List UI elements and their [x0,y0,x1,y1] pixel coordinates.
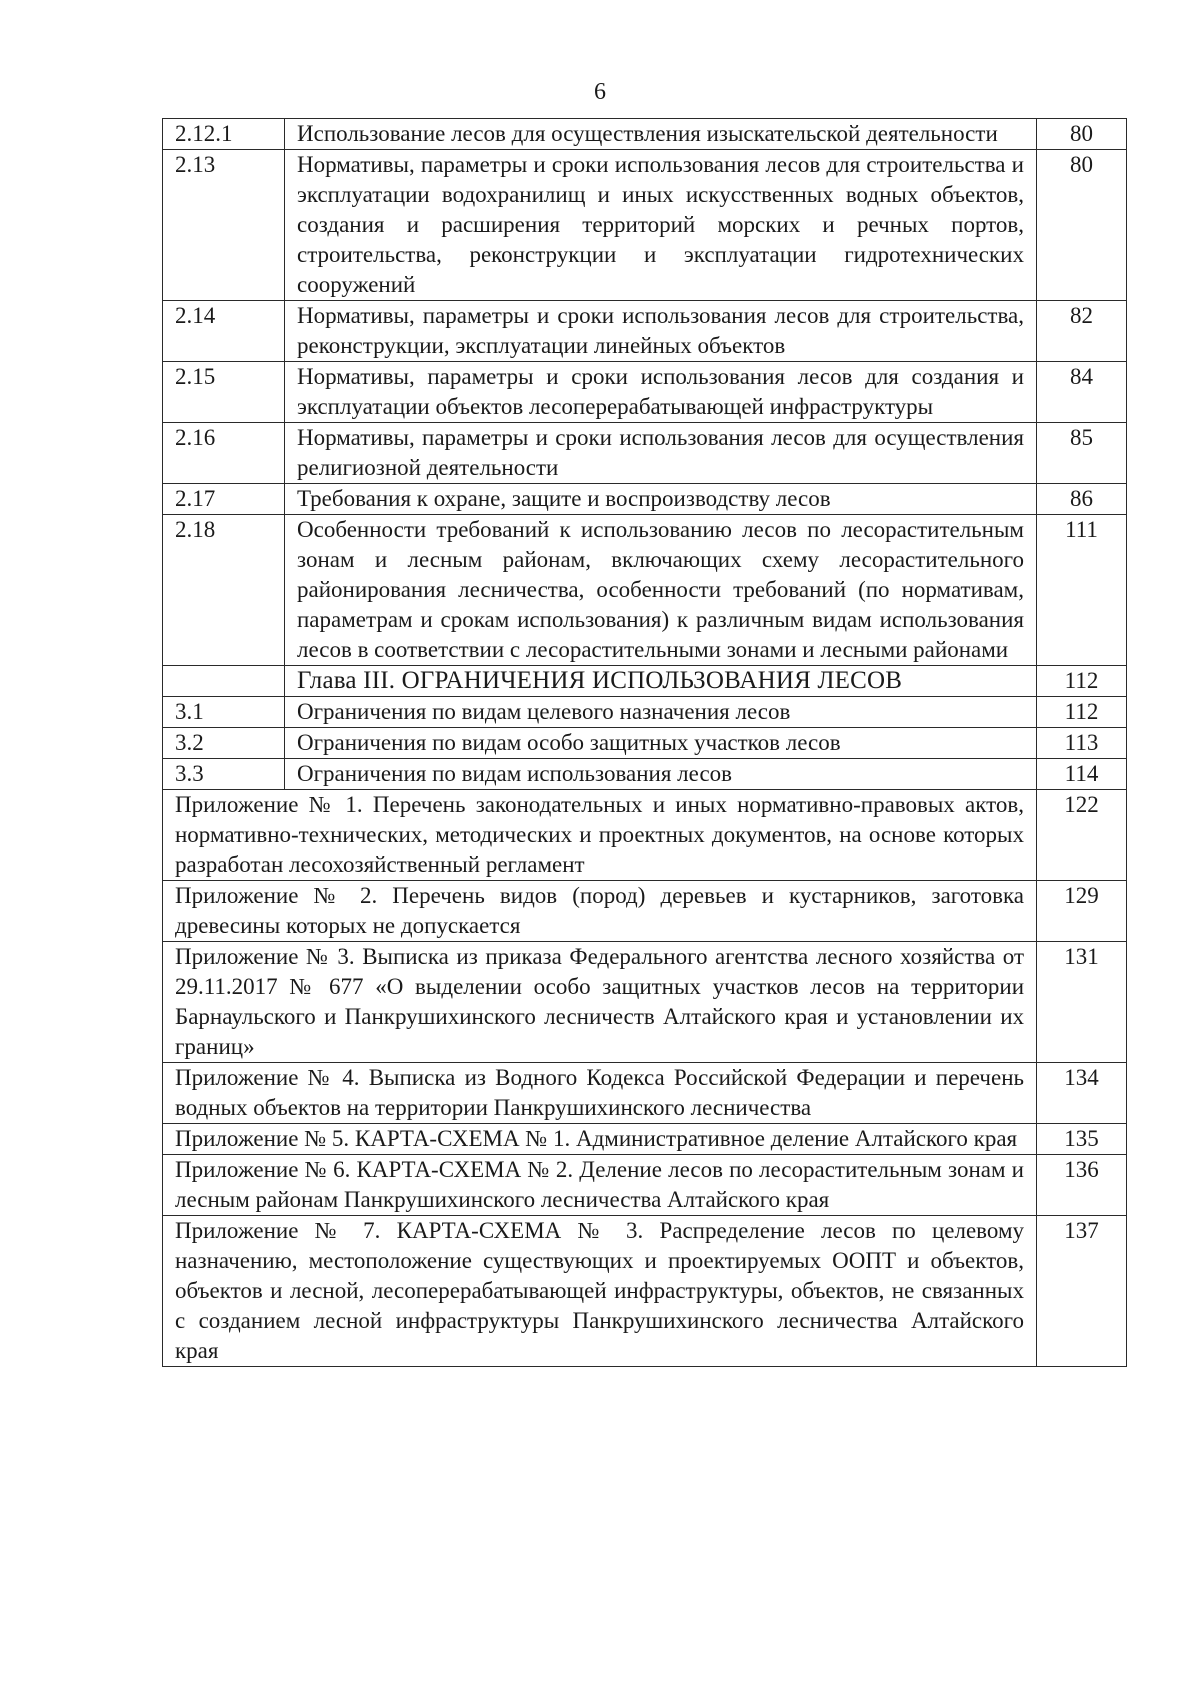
toc-appendix-row [163,881,1127,942]
section-title: Ограничения по видам особо защитных участков лесов [285,728,1037,759]
toc-row [163,697,1127,728]
toc-appendix-row [163,1124,1127,1155]
page-ref: 84 [1037,362,1127,423]
appendix-title: Приложение № 7. КАРТА-СХЕМА № 3. Распределение лесов по целевому назначению, местоположение существующих и проектируемых ООПТ и объектов, объектов и лесной, лесоперерабатывающей инфраструктуры, объектов, не связанных с созданием лесной инфраструктуры Панкрушихинского лесничества Алтайского края [163,1216,1037,1367]
section-number: 2.18 [163,515,285,666]
section-title: Требования к охране, защите и воспроизводству лесов [285,484,1037,515]
toc-chapter-row [163,666,1127,697]
toc-appendix-row [163,1155,1127,1216]
toc-row [163,759,1127,790]
section-number: 2.14 [163,301,285,362]
section-title: Ограничения по видам целевого назначения лесов [285,697,1037,728]
section-number: 2.13 [163,150,285,301]
section-number: 3.2 [163,728,285,759]
section-number [163,666,285,697]
toc-appendix-row [163,1216,1127,1367]
section-title: Особенности требований к использованию лесов по лесорастительным зонам и лесным районам, включающих схему лесорастительного районирования лесничества, особенности требований (по нормативам, параметрам и срокам использования) к различным видам использования лесов в соответствии с лесорастительными зонами и лесными районами [285,515,1037,666]
toc-body [163,119,1127,1367]
section-title: Нормативы, параметры и сроки использования лесов для создания и эксплуатации объектов лесоперерабатывающей инфраструктуры [285,362,1037,423]
page-ref: 112 [1037,697,1127,728]
toc-row [163,119,1127,150]
page-ref: 80 [1037,119,1127,150]
page-ref: 129 [1037,881,1127,942]
page-ref: 80 [1037,150,1127,301]
section-title: Нормативы, параметры и сроки использования лесов для строительства и эксплуатации водохранилищ и иных искусственных водных объектов, создания и расширения территорий морских и речных портов, строительства, реконструкции и эксплуатации гидротехнических сооружений [285,150,1037,301]
page-ref: 82 [1037,301,1127,362]
appendix-title: Приложение № 4. Выписка из Водного Кодекса Российской Федерации и перечень водных объектов на территории Панкрушихинского лесничества [163,1063,1037,1124]
toc-row [163,150,1127,301]
page-ref: 135 [1037,1124,1127,1155]
section-title: Использование лесов для осуществления изыскательской деятельности [285,119,1037,150]
page-ref: 131 [1037,942,1127,1063]
appendix-title: Приложение № 6. КАРТА-СХЕМА № 2. Деление лесов по лесорастительным зонам и лесным районам Панкрушихинского лесничества Алтайского края [163,1155,1037,1216]
appendix-title: Приложение № 5. КАРТА-СХЕМА № 1. Административное деление Алтайского края [163,1124,1037,1155]
section-number: 2.12.1 [163,119,285,150]
table-of-contents [162,118,1127,1367]
page-ref: 137 [1037,1216,1127,1367]
page-ref: 136 [1037,1155,1127,1216]
section-title: Нормативы, параметры и сроки использования лесов для осуществления религиозной деятельности [285,423,1037,484]
page-number: 6 [594,79,606,105]
page-ref: 113 [1037,728,1127,759]
page-ref: 85 [1037,423,1127,484]
toc-row [163,301,1127,362]
appendix-title: Приложение № 2. Перечень видов (пород) деревьев и кустарников, заготовка древесины которых не допускается [163,881,1037,942]
section-number: 2.17 [163,484,285,515]
page-ref: 112 [1037,666,1127,697]
section-number: 2.15 [163,362,285,423]
appendix-title: Приложение № 1. Перечень законодательных и иных нормативно-правовых актов, нормативно-технических, методических и проектных документов, на основе которых разработан лесохозяйственный регламент [163,790,1037,881]
appendix-title: Приложение № 3. Выписка из приказа Федерального агентства лесного хозяйства от 29.11.2017 № 677 «О выделении особо защитных участков лесов на территории Барнаульского и Панкрушихинского лесничеств Алтайского края и установлении их границ» [163,942,1037,1063]
section-title: Нормативы, параметры и сроки использования лесов для строительства, реконструкции, эксплуатации линейных объектов [285,301,1037,362]
page-ref: 114 [1037,759,1127,790]
page-ref: 111 [1037,515,1127,666]
toc-row [163,423,1127,484]
toc-row [163,728,1127,759]
toc-appendix-row [163,942,1127,1063]
page-ref: 134 [1037,1063,1127,1124]
section-number: 2.16 [163,423,285,484]
toc-appendix-row [163,790,1127,881]
chapter-title: Глава III. ОГРАНИЧЕНИЯ ИСПОЛЬЗОВАНИЯ ЛЕСОВ [285,666,1037,697]
page-ref: 86 [1037,484,1127,515]
toc-row [163,362,1127,423]
toc-row [163,484,1127,515]
toc-appendix-row [163,1063,1127,1124]
section-number: 3.1 [163,697,285,728]
page-ref: 122 [1037,790,1127,881]
section-number: 3.3 [163,759,285,790]
toc-row [163,515,1127,666]
section-title: Ограничения по видам использования лесов [285,759,1037,790]
